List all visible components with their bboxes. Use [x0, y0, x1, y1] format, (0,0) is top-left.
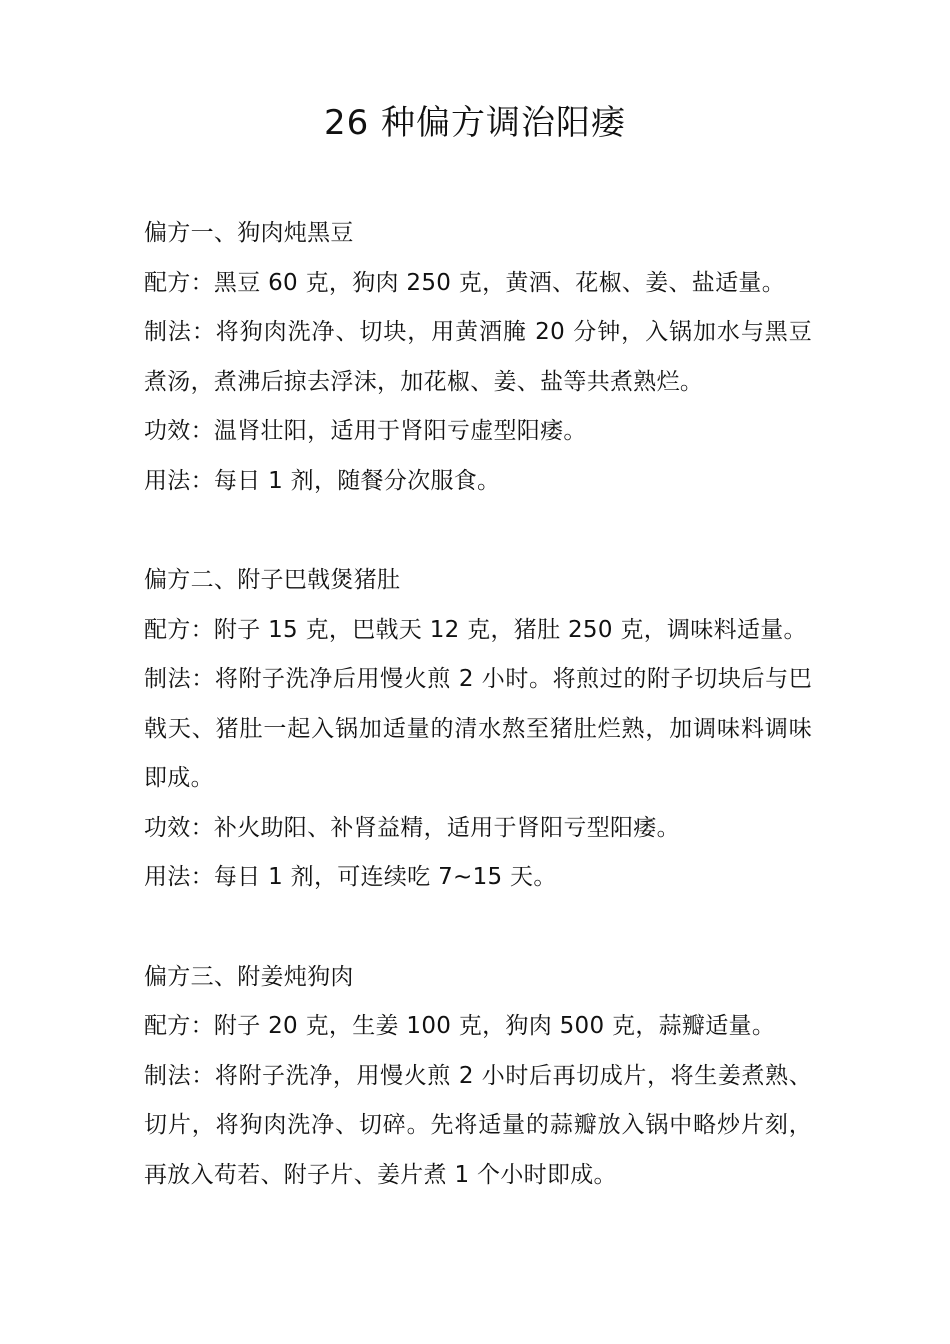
recipe-effect: 功效：温肾壮阳，适用于肾阳亏虚型阳痿。	[144, 418, 587, 444]
recipe-ingredients: 配方：黑豆 60 克，狗肉 250 克，黄酒、花椒、姜、盐适量。	[144, 269, 786, 296]
recipe-method: 制法：将附子洗净，用慢火煎 2 小时后再切成片，将生姜煮熟、切片，将狗肉洗净、切碎。先将适量的蒜瓣放入锅中略炒片刻，再放入苟若、附子片、姜片煮 1 个小时即成。	[144, 1062, 812, 1188]
recipe-ingredients: 配方：附子 15 克，巴戟天 12 克，猪肚 250 克，调味料适量。	[144, 616, 807, 643]
recipe-2	[144, 556, 812, 903]
recipe-1	[144, 209, 812, 506]
recipe-heading: 偏方一、狗肉炖黑豆	[144, 220, 354, 246]
recipe-effect: 功效：补火助阳、补肾益精，适用于肾阳亏型阳痿。	[144, 814, 680, 841]
recipe-usage: 用法：每日 1 剂，可连续吃 7~15 天。	[144, 864, 557, 890]
recipe-heading: 偏方二、附子巴戟煲猪肚	[144, 567, 401, 593]
recipe-method: 制法：将附子洗净后用慢火煎 2 小时。将煎过的附子切块后与巴戟天、猪肚一起入锅加适量的清水熬至猪肚烂熟，加调味料调味即成。	[144, 666, 812, 791]
recipe-method: 制法：将狗肉洗净、切块，用黄酒腌 20 分钟，入锅加水与黑豆煮汤，煮沸后掠去浮沫，加花椒、姜、盐等共煮熟烂。	[144, 319, 812, 395]
recipe-usage: 用法：每日 1 剂，随餐分次服食。	[144, 467, 501, 494]
recipe-3	[144, 953, 812, 1201]
recipe-ingredients: 配方：附子 20 克，生姜 100 克，狗肉 500 克，蒜瓣适量。	[144, 1013, 776, 1039]
recipe-heading: 偏方三、附姜炖狗肉	[144, 963, 354, 990]
page-title: 26 种偏方调治阳痿	[323, 103, 627, 143]
document-body	[144, 209, 812, 1200]
